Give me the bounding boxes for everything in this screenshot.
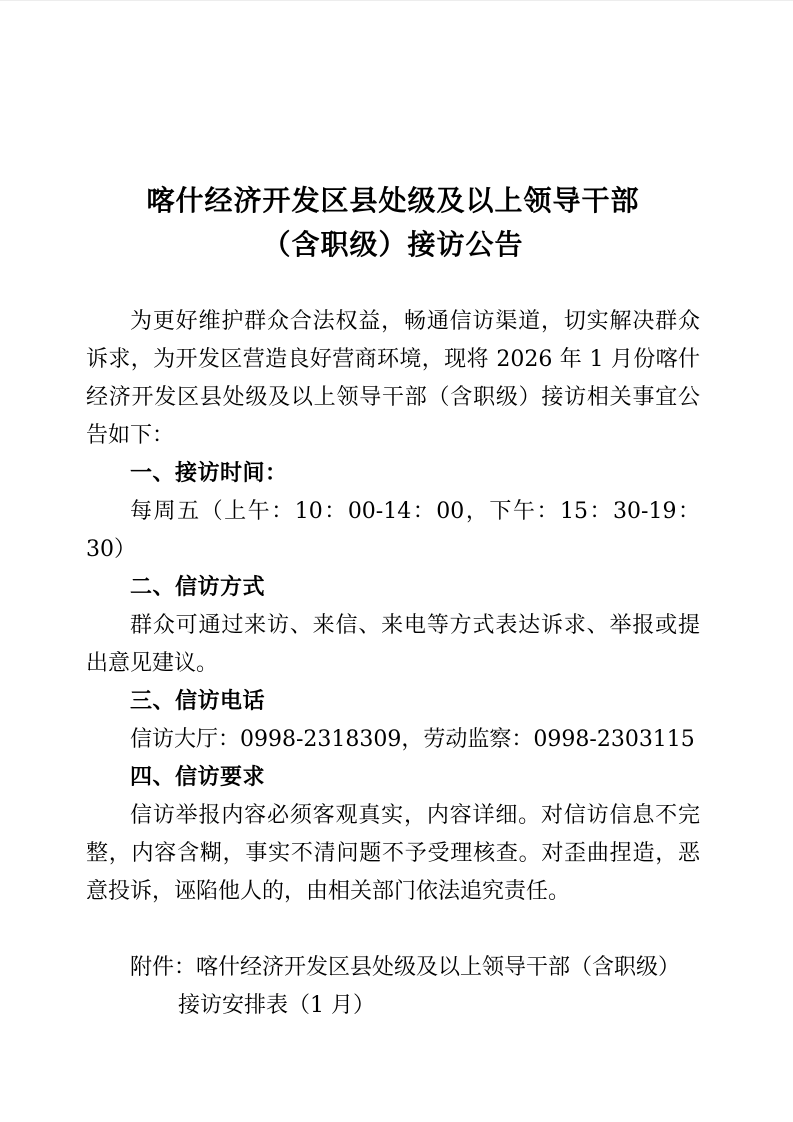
attachment-line-1: 附件：喀什经济开发区县处级及以上领导干部（含职级） xyxy=(130,955,681,980)
document-title-line-1: 喀什经济开发区县处级及以上领导干部 xyxy=(146,184,640,217)
section-1-heading: 一、接访时间： xyxy=(130,461,288,486)
section-4-heading: 四、信访要求 xyxy=(130,765,266,790)
attachment-note xyxy=(86,949,700,1025)
section-1-text: 每周五（上午：10：00-14：00，下午：15：30-19：30） xyxy=(86,499,700,562)
intro-paragraph: 为更好维护群众合法权益，畅通信访渠道，切实解决群众诉求，为开发区营造良好营商环境，现将 2026 年 1 月份喀什经济开发区县处级及以上领导干部（含职级）接访相关事宜公告如下： xyxy=(86,309,700,448)
document-title xyxy=(86,179,700,267)
section-2-heading: 二、信访方式 xyxy=(130,575,266,600)
section-3-heading: 三、信访电话 xyxy=(130,689,266,714)
section-2-text: 群众可通过来访、来信、来电等方式表达诉求、举报或提出意见建议。 xyxy=(86,613,700,676)
section-4-text: 信访举报内容必须客观真实，内容详细。对信访信息不完整，内容含糊，事实不清问题不予受理核查。对歪曲捏造，恶意投诉，诬陷他人的，由相关部门依法追究责任。 xyxy=(86,803,700,904)
document-title-line-2: （含职级）接访公告 xyxy=(262,228,524,261)
section-3-text: 信访大厅：0998-2318309，劳动监察：0998-2303115 xyxy=(130,727,695,752)
attachment-line-2: 接访安排表（1 月） xyxy=(178,993,375,1018)
